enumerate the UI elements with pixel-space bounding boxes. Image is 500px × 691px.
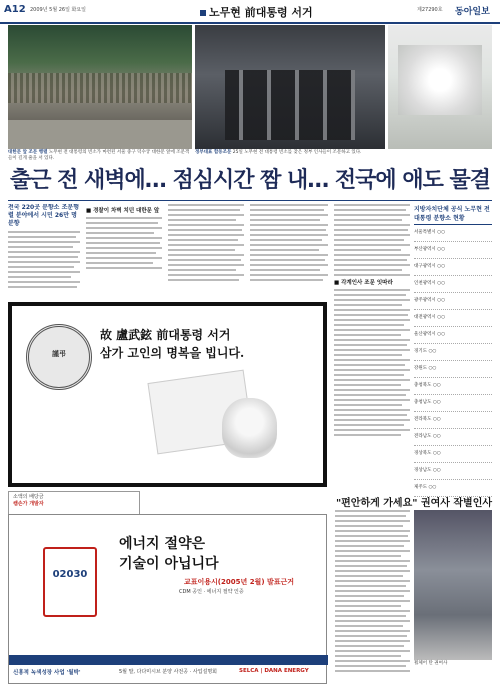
ad-highlight: 교표이용시(2005년 2월) 발표근거 [184,578,295,586]
table-row: 전라남도 ○○ [414,429,492,446]
section-title: 노무현 前대통령 서거 [200,4,313,20]
photo-caption-left [8,150,192,162]
table-row: 대구광역시 ○○ [414,259,492,276]
ad-bar [9,655,328,665]
ad-bottom-left: 신흥적 녹색성장 사업 '월박' [13,670,81,676]
ad-bottom-right: SELCA | DANA ENERGY [239,668,309,674]
condolence-ad [8,302,327,487]
small-ad [8,491,140,515]
photo-officials [195,25,385,149]
headline-rule [8,200,492,201]
table-row: 강원도 ○○ [414,361,492,378]
photo-altar [388,25,492,149]
lead-text: 전국 220곳 분향소 조문행렬 분야에서 시민 26만 명 분향 [8,204,79,227]
table-title: 지방자치단체 공식 노무현 전 대통령 분향소 현황 [414,206,490,222]
headline: 출근 전 새벽에… 점심시간 짬 내… 전국에 애도 물결 [9,168,491,193]
page-number: A12 [4,4,26,15]
table-row: 경기도 ○○ [414,344,492,361]
table-row: 대전광역시 ○○ [414,310,492,327]
interview-photo [414,510,492,660]
interview-caption: 휠체어 탄 권여사 [414,661,448,666]
ad-title-2: 기술이 아닙니다 [119,556,219,572]
article-col-5 [334,204,410,486]
caption-text: 25일 노무현 전 대통령 빈소를 찾은 정부 인사들이 조문하고 있다. [232,150,362,155]
newspaper-logo: 동아일보 [455,7,490,17]
interview-text [335,510,410,680]
issue-date: 2009년 5월 26일 화요일 [30,7,87,13]
article-col-4 [250,204,328,298]
table-row: 울산광역시 ○○ [414,327,492,344]
interview-title: "편안하게 가세요" 권여사 작별인사 [335,498,493,509]
edition-number: 제27290호 [417,7,443,13]
middle-kicker: ■ 경찰이 차벽 치던 대한문 앞 [86,208,160,214]
ad-title-1: 에너지 절약은 [119,536,206,552]
condolence-line-2: 삼가 고인의 명복을 빕니다. [100,346,245,360]
caption-title: 대한문 앞 조문 행렬 [8,150,48,155]
phone-device-icon [43,547,97,617]
white-chrysanthemum-icon [222,398,277,458]
ad-bottom-mid: 5월 말, 다다미시브 분양 사전공 · 사업설명회 [119,669,218,675]
page-header [0,0,500,24]
ad-subtext: CDM 공인 · 에너지 절약 인증 [179,589,244,595]
table-row: 경상남도 ○○ [414,463,492,480]
condolence-line-1: 故 盧武鉉 前대통령 서거 [100,328,231,342]
table-row: 부산광역시 ○○ [414,242,492,259]
table-row: 제주도 ○○ [414,480,492,497]
table-row: 인천광역시 ○○ [414,276,492,293]
mourning-badge-icon: 謹弔 [26,324,92,390]
photo-caption-right [195,150,492,156]
table-row: 충청남도 ○○ [414,395,492,412]
ad-line-2: 쌤손가 개발자 [13,501,44,507]
caption-text: 노무현 전 대통령의 빈소가 마련된 서울 중구 덕수궁 대한문 앞에 조문객들이 길게 줄을 서 있다. [8,150,190,161]
article-col-1 [8,204,80,298]
energy-ad [8,514,327,684]
table-row: 서울특별시 ○○ [414,225,492,242]
table-row: 충청북도 ○○ [414,378,492,395]
table-row: 광주광역시 ○○ [414,293,492,310]
memorial-table [414,204,492,490]
right-kicker: ■ 각계인사 조문 잇따라 [334,280,393,286]
caption-title: 정부대표 합동조문 [195,150,232,155]
table-row: 경상북도 ○○ [414,446,492,463]
phone-number: 02030 [52,569,88,580]
photo-queue [8,25,192,149]
table-row: 전라북도 ○○ [414,412,492,429]
article-col-2 [86,204,162,298]
article-col-3 [168,204,244,298]
ad-line-1: 소액의 배당금 [13,494,44,500]
